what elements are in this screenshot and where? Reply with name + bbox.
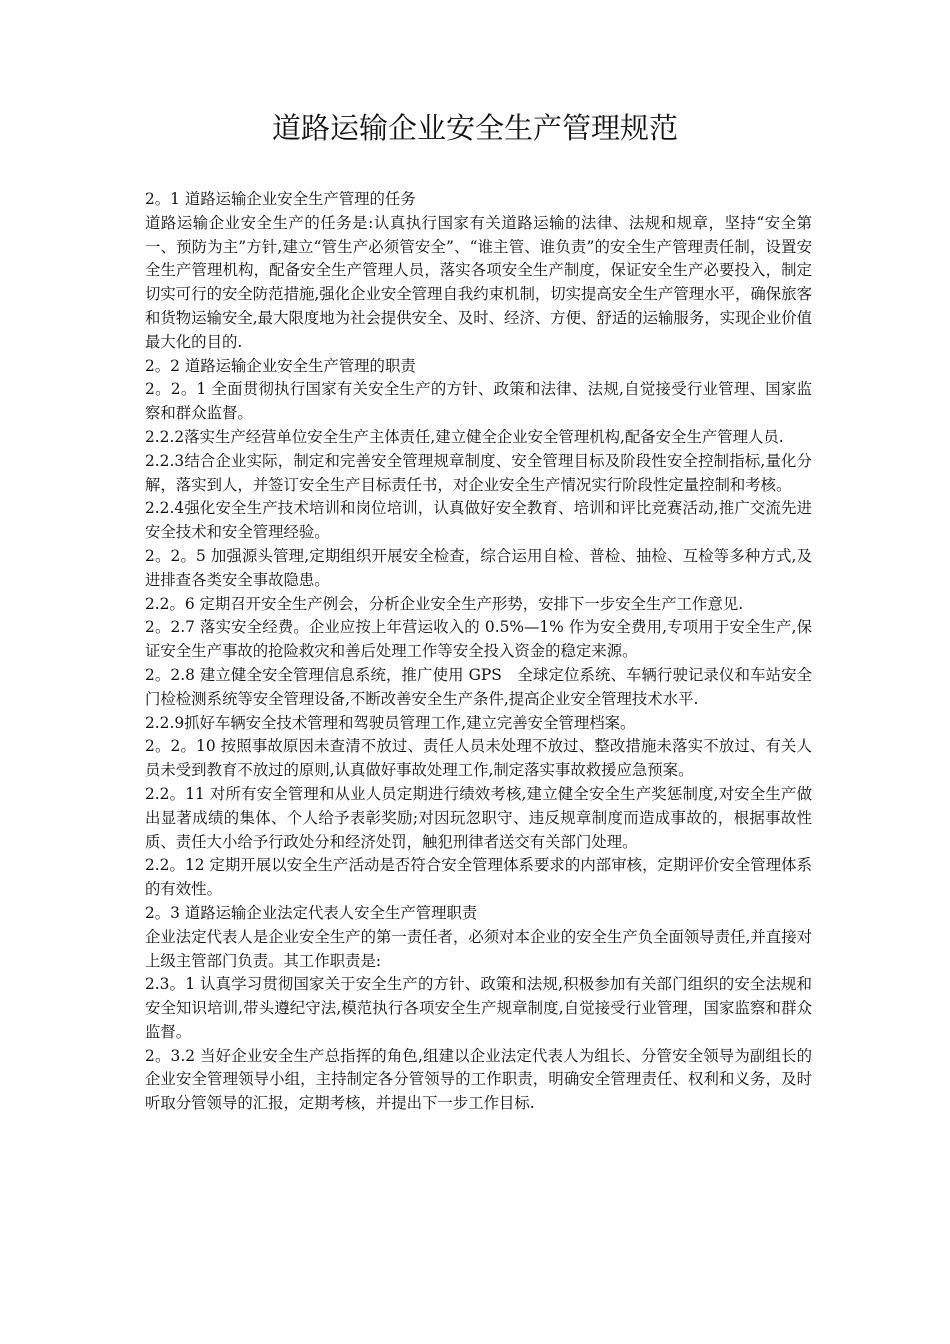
- document-body: [145, 188, 812, 1116]
- document-title: 道路运输企业安全生产管理规范: [271, 111, 678, 145]
- clause-2-2-5: 2。2。5 加强源头管理,定期组织开展安全检查，综合运用自检、普检、抽检、互检等多种方式,及进排查各类安全事故隐患。: [145, 546, 812, 589]
- clause-2-2-4: 2.2.4强化安全生产技术培训和岗位培训，认真做好安全教育、培训和评比竞赛活动,推广交流先进安全技术和安全管理经验。: [145, 499, 812, 542]
- paragraph-task-description: 道路运输企业安全生产的任务是:认真执行国家有关道路运输的法律、法规和规章，坚持“安全第一、预防为主”方针,建立“管生产必须管安全”、“谁主管、谁负责”的安全生产管理责任制，设置安全生产管理机构，配备安全生产管理人员，落实各项安全生产制度，保证安全生产必要投入，制定切实可行的安全防范措施,强化企业安全管理自我约束机制，切实提高安全生产管理水平，确保旅客和货物运输安全,最大限度地为社会提供安全、及时、经济、方便、舒适的运输服务，实现企业价值最大化的目的.: [145, 213, 812, 351]
- clause-2-2-12: 2.2。12 定期开展以安全生产活动是否符合安全管理体系要求的内部审核，定期评价安全管理体系的有效性。: [145, 856, 812, 899]
- clause-2-2-10: 2。2。10 按照事故原因未查清不放过、责任人员未处理不放过、整改措施未落实不放过、有关人员未受到教育不放过的原则,认真做好事故处理工作,制定落实事故救援应急预案。: [145, 737, 812, 780]
- section-heading-2-3: 2。3 道路运输企业法定代表人安全生产管理职责: [145, 903, 478, 922]
- clause-2-3-2: 2。3.2 当好企业安全生产总指挥的角色,组建以企业法定代表人为组长、分管安全领导为副组长的企业安全管理领导小组，主持制定各分管领导的工作职责，明确安全管理责任、权利和义务，及时听取分管领导的汇报，定期考核，并提出下一步工作目标.: [145, 1046, 812, 1113]
- section-heading-2-1: 2。1 道路运输企业安全生产管理的任务: [145, 190, 416, 208]
- clause-2-3-1: 2.3。1 认真学习贯彻国家关于安全生产的方针、政策和法规,积极参加有关部门组织的安全法规和安全知识培训,带头遵纪守法,模范执行各项安全生产规章制度,自觉接受行业管理，国家监察和群众监督。: [145, 975, 812, 1041]
- clause-2-2-3: 2.2.3结合企业实际，制定和完善安全管理规章制度、安全管理目标及阶段性安全控制指标,量化分解，落实到人，并签订安全生产目标责任书，对企业安全生产情况实行阶段性定量控制和考核。: [145, 451, 812, 494]
- paragraph-legal-rep-intro: 企业法定代表人是企业安全生产的第一责任者，必须对本企业的安全生产负全面领导责任,并直接对上级主管部门负责。其工作职责是:: [145, 927, 812, 970]
- clause-2-2-8: 2。2.8 建立健全安全管理信息系统，推广使用 GPS 全球定位系统、车辆行驶记录仪和车站安全门检检测系统等安全管理设备,不断改善安全生产条件,提高企业安全管理技术水平.: [145, 665, 812, 708]
- clause-2-2-6: 2.2。6 定期召开安全生产例会，分析企业安全生产形势，安排下一步安全生产工作意见.: [145, 594, 744, 613]
- clause-2-2-11: 2.2。11 对所有安全管理和从业人员定期进行绩效考核,建立健全安全生产奖惩制度,对安全生产做出显著成绩的集体、个人给予表彰奖励;对因玩忽职守、违反规章制度而造成事故的，根据事故性质、责任大小给予行政处分和经济处罚，触犯刑律者送交有关部门处理。: [145, 784, 812, 851]
- clause-2-2-7: 2。2.7 落实安全经费。企业应按上年营运收入的 0.5%—1% 作为安全费用,专项用于安全生产,保证安全生产事故的抢险救灾和善后处理工作等安全投入资金的稳定来源。: [145, 618, 812, 661]
- section-heading-2-2: 2。2 道路运输企业安全生产管理的职责: [145, 356, 416, 375]
- clause-2-2-1: 2。2。1 全面贯彻执行国家有关安全生产的方针、政策和法律、法规,自觉接受行业管理、国家监察和群众监督。: [145, 380, 812, 423]
- clause-2-2-2: 2.2.2落实生产经营单位安全生产主体责任,建立健全企业安全管理机构,配备安全生产管理人员.: [145, 427, 784, 446]
- clause-2-2-9: 2.2.9抓好车辆安全技术管理和驾驶员管理工作,建立完善安全管理档案。: [145, 713, 636, 732]
